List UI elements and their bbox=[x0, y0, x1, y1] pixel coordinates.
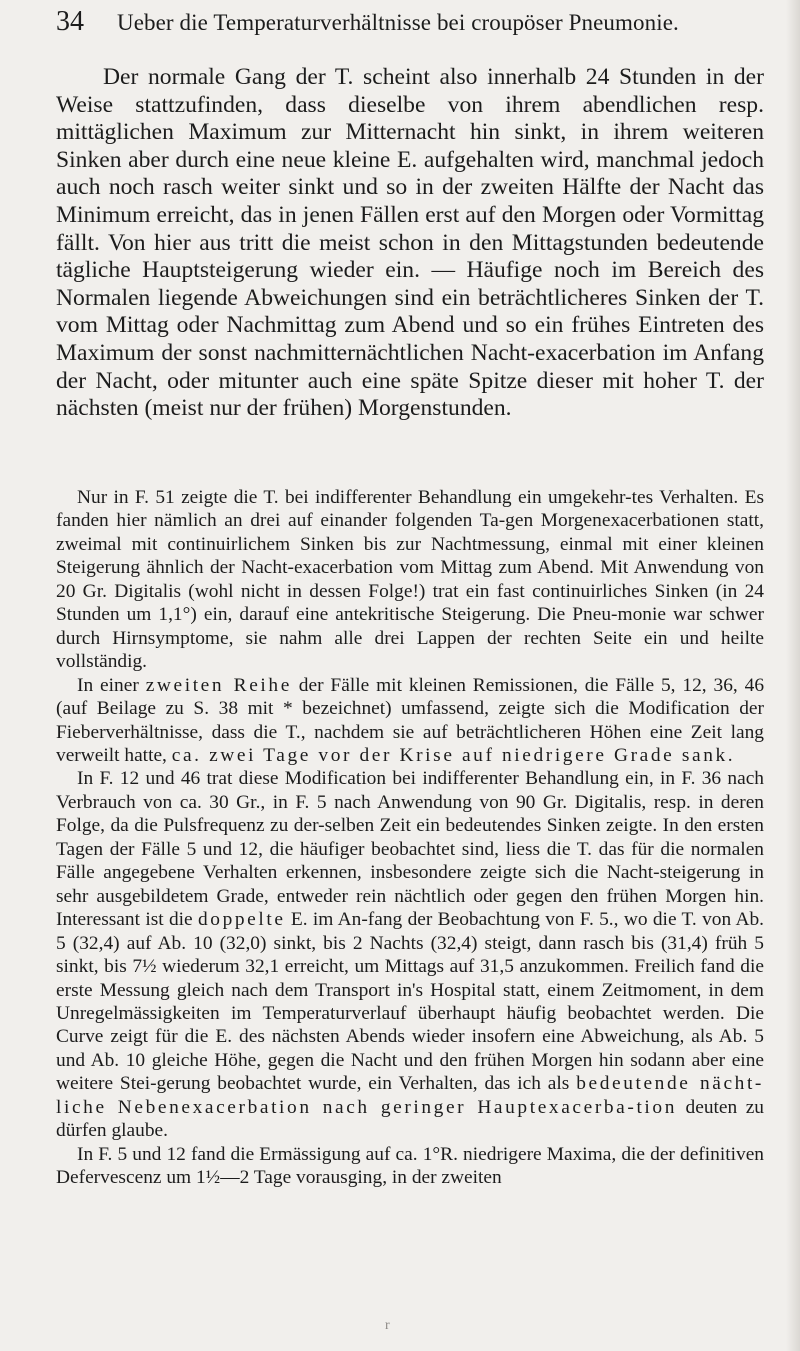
paragraph-second-series bbox=[56, 674, 764, 768]
cases-emphasis-b: bedeutende nächt-liche Nebenexacerbation nach geringer Hauptexacerba-tion bbox=[56, 1073, 764, 1118]
paragraph-cases-5-12: In F. 5 und 12 fand die Ermässigung auf ca. 1°R. niedrigere Maxima, die der definitiven Defervescenz um 1½—2 Tage vorausging, in der zweiten bbox=[56, 1143, 764, 1189]
second-series-emphasis-b: ca. zwei Tage vor der Krise auf niedrigere Grade sank. bbox=[171, 744, 736, 766]
cases-text-c: deuten zu dürfen glaube. bbox=[56, 1096, 764, 1142]
cases-text-a: In F. 12 und 46 trat diese Modification bei indifferenter Behandlung ein, in F. 36 nach Verbrauch von ca. 30 Gr., in F. 5 nach Anwendung von 90 Gr. Digitalis, resp. in deren Folge, da die Pulsfrequenz zu der-selben Zeit ein bedeutendes Sinken zeigte. In den ersten Tagen der Fälle 5 und 12, die häufiger beobachtet sind, liess die T. das für die normalen Fälle angegebene Verhalten erkennen, insbesondere zeigte sich die Nacht-steigerung in sehr ausgebildetem Grade, entweder rein nächtlich oder gegen den frühen Morgen hin. Interessant ist die bbox=[56, 768, 764, 931]
page-header bbox=[56, 4, 776, 44]
small-print-block bbox=[56, 486, 764, 1190]
paragraph-normal-course: Der normale Gang der T. scheint also innerhalb 24 Stunden in der Weise stattzufinden, dass dieselbe von ihrem abendlichen resp. mittäglichen Maximum zur Mitternacht hin sinkt, in ihrem weiteren Sinken aber durch eine neue kleine E. aufgehalten wird, manchmal jedoch auch noch rasch weiter sinkt und so in der zweiten Hälfte der Nacht das Minimum erreicht, das in jenen Fällen erst auf den Morgen oder Vormittag fällt. Von hier aus tritt die meist schon in den Mittagstunden bedeutende tägliche Hauptsteigerung wieder ein. — Häufige noch im Bereich des Normalen liegende Abweichungen sind ein beträchtlicheres Sinken der T. vom Mittag oder Nachmittag zum Abend und so ein frühes Eintreten des Maximum der sonst nachmitternächtlichen Nacht-exacerbation im Anfang der Nacht, oder mitunter auch eine späte Spitze dieser mit hoher T. der nächsten (meist nur der frühen) Morgenstunden. bbox=[56, 64, 764, 422]
second-series-text-b: der Fälle mit kleinen Remissionen, die Fälle 5, 12, 36, 46 (auf Beilage zu S. 38 mit * bezeichnet) umfassend, zeigte sich die Modification der Fieberverhältnisse, dass die T., nachdem sie auf beträchtlicheren Höhen eine Zeit lang verweilt hatte, bbox=[56, 674, 765, 766]
cases-emphasis-a: doppelte bbox=[197, 909, 286, 931]
second-series-emphasis-a: zweiten Reihe bbox=[145, 674, 292, 696]
second-series-text-a: In einer bbox=[77, 674, 146, 696]
paragraph-cases-12-46 bbox=[56, 767, 764, 1142]
paragraph-case-51: Nur in F. 51 zeigte die T. bei indifferenter Behandlung ein umgekehr-tes Verhalten. Es fanden hier nämlich an drei auf einander folgenden Ta-gen Morgenexacerbationen statt, zweimal mit continuirlichem Sinken bis zur Nachtmessung, einmal mit einer kleinen Steigerung ähnlich der Nacht-exacerbation vom Mittag zum Abend. Mit Anwendung von 20 Gr. Digitalis (wohl nicht in dessen Folge!) trat ein fast continuirliches Sinken (in 24 Stunden um 1,1°) ein, darauf eine antekritische Steigerung. Die Pneu-monie war schwer durch Hirnsymptome, sie nahm alle drei Lappen der rechten Seite ein und heilte vollständig. bbox=[56, 487, 764, 673]
footer-mark: r bbox=[385, 1318, 390, 1333]
page-edge-shadow bbox=[786, 0, 800, 1351]
page-number: 34 bbox=[56, 6, 84, 37]
running-title: Ueber die Temperaturverhältnisse bei croupöser Pneumonie. bbox=[117, 10, 679, 35]
cases-text-b: E. im An-fang der Beobachtung von F. 5., wo die T. von Ab. 5 (32,4) auf Ab. 10 (32,0) sinkt, bis 2 Nachts (32,4) steigt, dann rasch bis (31,4) früh 5 sinkt, bis 7½ wiederum 32,1 erreicht, um Mittags auf 31,5 anzukommen. Freilich fand die erste Messung gleich nach dem Transport in's Hospital statt, einem Zeitmoment, in dem Unregelmässigkeiten im Temperaturverlauf überhaupt häufig beobachtet werden. Die Curve zeigt für die E. des nächsten Abends wieder insofern eine Abweichung, als Ab. 5 und Ab. 10 gleiche Höhe, gegen die Nacht und den frühen Morgen hin sodann aber eine weitere Stei-gerung beobachtet wurde, ein Verhalten, das ich als bbox=[56, 909, 764, 1095]
